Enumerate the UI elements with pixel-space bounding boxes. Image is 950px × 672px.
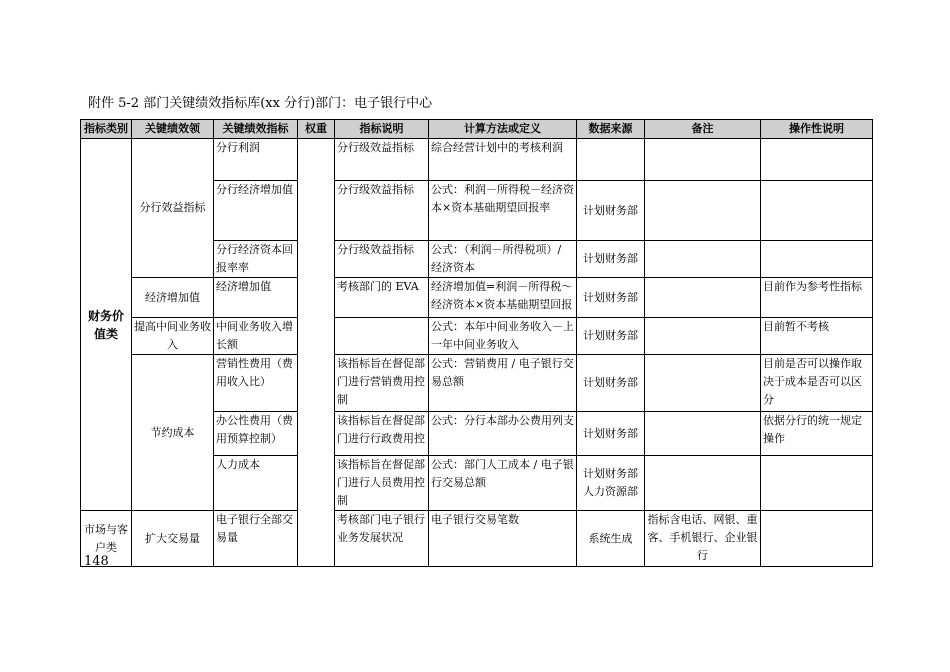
category-finance: 财务价值类 <box>81 139 132 511</box>
kpi-cell: 分行经济增加值 <box>214 181 298 241</box>
description-cell: 考核部门的 EVA <box>335 278 429 318</box>
col-header-category: 指标类别 <box>81 120 132 139</box>
kpi-table <box>80 119 873 567</box>
calculation-cell: 公式：利润－所得税－经济资本×资本基础期望回报率 <box>429 181 577 241</box>
description-cell: 分行级效益指标 <box>335 241 429 278</box>
calculation-cell: 公式：部门人工成本 / 电子银行交易总额 <box>429 456 577 511</box>
calculation-cell: 公式：本年中间业务收入－上一年中间业务收入 <box>429 318 577 355</box>
calculation-cell: 电子银行交易笔数 <box>429 511 577 567</box>
area-cost: 节约成本 <box>132 355 214 511</box>
kpi-cell: 办公性费用（费用预算控制） <box>214 412 298 456</box>
page-title: 附件 5-2 部门关键绩效指标库(xx 分行)部门：电子银行中心 <box>88 96 433 111</box>
source-cell: 计划财务部 <box>577 278 645 318</box>
table-header-row <box>81 120 873 139</box>
remark-cell <box>645 139 761 181</box>
remark-cell <box>645 412 761 456</box>
table-row <box>81 511 873 567</box>
source-cell: 计划财务部 <box>577 318 645 355</box>
calculation-cell <box>429 278 577 318</box>
source-cell: 计划财务部 <box>577 412 645 456</box>
source-cell: 计划财务部人力资源部 <box>577 456 645 511</box>
kpi-cell: 电子银行全部交易量 <box>214 511 298 567</box>
source-cell: 计划财务部 <box>577 241 645 278</box>
calculation-cell: 公式：营销费用 / 电子银行交易总额 <box>429 355 577 412</box>
description-cell: 该指标旨在督促部门进行人员费用控制 <box>335 456 429 511</box>
operability-cell <box>761 181 873 241</box>
operability-cell <box>761 456 873 511</box>
kpi-cell: 分行经济资本回报率率 <box>214 241 298 278</box>
operability-cell: 依据分行的统一规定操作 <box>761 412 873 456</box>
col-header-description: 指标说明 <box>335 120 429 139</box>
calculation-text: 经济增加值=利润－所得税～经济资本×资本基础期望回报 <box>431 280 573 311</box>
operability-cell: 目前作为参考性指标 <box>761 278 873 318</box>
page-number: 148 <box>84 554 109 569</box>
calculation-cell: 公式：（利润－所得税项）/ 经济资本 <box>429 241 577 278</box>
col-header-remark: 备注 <box>645 120 761 139</box>
col-header-area: 关键绩效领 <box>132 120 214 139</box>
col-header-source: 数据来源 <box>577 120 645 139</box>
source-cell: 系统生成 <box>577 511 645 567</box>
area-branch-profit: 分行效益指标 <box>132 139 214 278</box>
operability-cell: 目前是否可以操作取决于成本是否可以区分 <box>761 355 873 412</box>
calculation-cell: 公式：分行本部办公费用列支 <box>429 412 577 456</box>
area-eva: 经济增加值 <box>132 278 214 318</box>
description-cell <box>335 412 429 456</box>
table-row <box>81 139 873 181</box>
remark-cell <box>645 355 761 412</box>
operability-cell <box>761 139 873 181</box>
kpi-cell: 营销性费用（费用收入比） <box>214 355 298 412</box>
source-cell <box>577 139 645 181</box>
description-cell: 分行级效益指标 <box>335 181 429 241</box>
remark-cell: 指标含电话、网银、重客、手机银行、企业银行 <box>645 511 761 567</box>
kpi-cell: 分行利润 <box>214 139 298 181</box>
source-cell: 计划财务部 <box>577 181 645 241</box>
col-header-operability: 操作性说明 <box>761 120 873 139</box>
operability-cell <box>761 511 873 567</box>
category-market: 市场与客户类 <box>81 511 132 567</box>
table-row <box>81 318 873 355</box>
source-cell: 计划财务部 <box>577 355 645 412</box>
description-cell: 考核部门电子银行业务发展状况 <box>335 511 429 567</box>
kpi-cell: 中间业务收入增长额 <box>214 318 298 355</box>
description-cell: 该指标旨在督促部门进行营销费用控制 <box>335 355 429 412</box>
col-header-calculation: 计算方法或定义 <box>429 120 577 139</box>
operability-cell <box>761 241 873 278</box>
area-trade: 扩大交易量 <box>132 511 214 567</box>
remark-cell <box>645 181 761 241</box>
operability-cell: 目前暂不考核 <box>761 318 873 355</box>
table-row <box>81 278 873 318</box>
description-cell <box>335 318 429 355</box>
area-mid-income: 提高中间业务收入 <box>132 318 214 355</box>
remark-cell <box>645 241 761 278</box>
remark-cell <box>645 278 761 318</box>
col-header-weight: 权重 <box>298 120 335 139</box>
remark-cell <box>645 318 761 355</box>
calculation-cell: 综合经营计划中的考核利润 <box>429 139 577 181</box>
description-cell: 分行级效益指标 <box>335 139 429 181</box>
description-text: 该指标旨在督促部门进行行政费用控 <box>337 414 425 445</box>
remark-cell <box>645 456 761 511</box>
weight-cell <box>298 139 335 567</box>
col-header-kpi: 关键绩效指标 <box>214 120 298 139</box>
kpi-cell: 经济增加值 <box>214 278 298 318</box>
table-row <box>81 355 873 412</box>
kpi-cell: 人力成本 <box>214 456 298 511</box>
